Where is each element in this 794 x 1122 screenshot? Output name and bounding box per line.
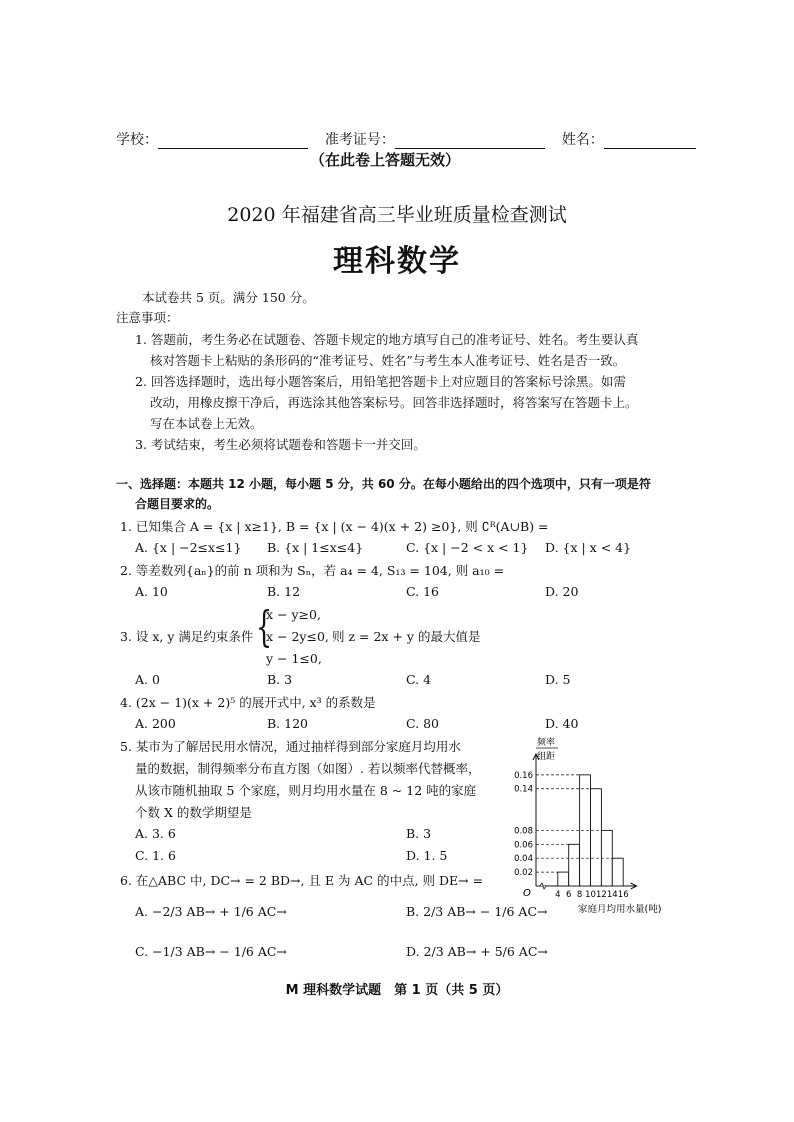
q1-option-c[interactable]: C. {x | −2 < x < 1} bbox=[406, 540, 529, 555]
q5-option-c[interactable]: C. 1. 6 bbox=[135, 848, 176, 863]
q3-constraint-1: x − y≥0, bbox=[266, 607, 321, 622]
q4-option-b[interactable]: B. 120 bbox=[267, 716, 308, 731]
q6-option-b[interactable]: B. 2/3 AB→ − 1/6 AC→ bbox=[406, 904, 548, 919]
q5-line-1: 5. 某市为了解居民用水情况，通过抽样得到部分家庭月均用水 bbox=[120, 739, 461, 754]
q5-line-4: 个数 X 的数学期望是 bbox=[135, 805, 252, 820]
school-label: 学校： bbox=[116, 132, 158, 148]
x-tick-label: 8 bbox=[576, 890, 583, 900]
header-line bbox=[116, 129, 696, 149]
histogram-bar bbox=[612, 858, 623, 886]
q6-stem: 6. 在△ABC 中, DC→ = 2 BD→, 且 E 为 AC 的中点, 则 DE→ = bbox=[120, 873, 484, 888]
y-tick-label: 0.14 bbox=[514, 784, 533, 795]
histogram-bar bbox=[569, 844, 580, 886]
section-heading: 一、选择题：本题共 12 小题，每小题 5 分，共 60 分。在每小题给出的四个选项中，只有一项是符 bbox=[116, 477, 651, 491]
origin-label: O bbox=[523, 888, 531, 899]
histogram-bar bbox=[558, 872, 569, 886]
notice-2c: 写在本试卷上无效。 bbox=[150, 416, 263, 431]
x-tick-label: 6 bbox=[565, 890, 572, 900]
q2-option-b[interactable]: B. 12 bbox=[267, 584, 301, 599]
q4-option-d[interactable]: D. 40 bbox=[545, 716, 579, 731]
school-field[interactable] bbox=[158, 134, 308, 149]
notice-2a: 2. 回答选择题时，选出每小题答案后，用铅笔把答题卡上对应题目的答案标号涂黑。如需 bbox=[135, 374, 626, 389]
q3-stem-pre: 3. 设 x, y 满足约束条件 bbox=[120, 629, 254, 644]
exam-id-field[interactable] bbox=[395, 134, 545, 149]
q1-option-b[interactable]: B. {x | 1≤x≤4} bbox=[267, 540, 364, 555]
x-tick-label: 16 bbox=[617, 890, 629, 900]
q2-option-d[interactable]: D. 20 bbox=[545, 584, 579, 599]
notice-1a: 1. 答题前，考生务必在试题卷、答题卡规定的地方填写自己的准考证号、姓名。考生要认真 bbox=[135, 332, 639, 347]
q2-stem: 2. 等差数列{aₙ}的前 n 项和为 Sₙ，若 a₄ = 4, S₁₃ = 104, 则 a₁₀ = bbox=[120, 563, 505, 578]
q3-stem-post: 则 z = 2x + y 的最大值是 bbox=[332, 629, 481, 644]
q2-option-a[interactable]: A. 10 bbox=[135, 584, 168, 599]
notice-label: 注意事项： bbox=[116, 310, 179, 325]
y-tick-label: 0.06 bbox=[514, 840, 533, 851]
axis-break bbox=[540, 883, 546, 889]
q1-stem: 1. 已知集合 A = {x | x≥1}, B = {x | (x − 4)(x + 2) ≥0}, 则 ∁ᴿ(A∪B) = bbox=[120, 519, 549, 534]
q6-option-c[interactable]: C. −1/3 AB→ − 1/6 AC→ bbox=[135, 944, 287, 959]
q5-option-b[interactable]: B. 3 bbox=[406, 826, 432, 841]
q2-option-c[interactable]: C. 16 bbox=[406, 584, 439, 599]
q3-constraint-3: y − 1≤0, bbox=[266, 651, 322, 666]
frequency-histogram bbox=[500, 734, 690, 920]
x-tick-label: 14 bbox=[606, 890, 618, 900]
page-footer: M 理科数学试题 第 1 页（共 5 页） bbox=[285, 983, 509, 998]
x-tick-label: 10 bbox=[585, 890, 596, 900]
q5-option-a[interactable]: A. 3. 6 bbox=[135, 826, 176, 841]
q5-line-2: 量的数据，制得频率分布直方图（如图）. 若以频率代替概率， bbox=[135, 761, 481, 776]
q5-option-d[interactable]: D. 1. 5 bbox=[406, 848, 448, 863]
subject-title: 理科数学 bbox=[333, 244, 461, 279]
x-axis-label: 家庭月均用水量(吨) bbox=[578, 904, 662, 915]
y-label-top: 频率 bbox=[537, 738, 556, 748]
q4-option-c[interactable]: C. 80 bbox=[406, 716, 439, 731]
q5-line-3: 从该市随机抽取 5 个家庭，则月均用水量在 8 ~ 12 吨的家庭 bbox=[135, 783, 477, 798]
notice-3: 3. 考试结束，考生必须将试题卷和答题卡一并交回。 bbox=[135, 437, 426, 452]
x-tick-label: 4 bbox=[555, 890, 561, 900]
q4-stem: 4. (2x − 1)(x + 2)⁵ 的展开式中, x³ 的系数是 bbox=[120, 695, 376, 710]
histogram-bar bbox=[591, 789, 602, 886]
invalid-note: （在此卷上答题无效） bbox=[310, 151, 461, 169]
x-tick-label: 12 bbox=[595, 890, 607, 900]
y-label-bottom: 组距 bbox=[537, 752, 556, 762]
q3-option-a[interactable]: A. 0 bbox=[135, 672, 160, 687]
name-label: 姓名： bbox=[561, 132, 604, 148]
y-tick-label: 0.16 bbox=[514, 770, 533, 781]
q3-option-d[interactable]: D. 5 bbox=[545, 672, 571, 687]
exam-id-label: 准考证号： bbox=[324, 132, 395, 148]
q4-option-a[interactable]: A. 200 bbox=[135, 716, 176, 731]
y-tick-label: 0.08 bbox=[514, 826, 533, 837]
section-heading-cont: 合题目要求的。 bbox=[135, 497, 220, 511]
notice-2b: 改动，用橡皮擦干净后，再选涂其他答案标号。回答非选择题时，将答案写在答题卡上。 bbox=[150, 395, 638, 410]
q3-option-b[interactable]: B. 3 bbox=[267, 672, 293, 687]
q6-option-d[interactable]: D. 2/3 AB→ + 5/6 AC→ bbox=[406, 944, 548, 959]
q1-option-a[interactable]: A. {x | −2≤x≤1} bbox=[135, 540, 242, 555]
y-tick-label: 0.02 bbox=[514, 868, 533, 879]
q1-option-d[interactable]: D. {x | x < 4} bbox=[545, 540, 632, 555]
intro-pages: 本试卷共 5 页。满分 150 分。 bbox=[142, 290, 315, 305]
name-field[interactable] bbox=[604, 134, 696, 149]
q3-constraint-2: x − 2y≤0, bbox=[266, 629, 329, 644]
q3-option-c[interactable]: C. 4 bbox=[406, 672, 432, 687]
y-tick-label: 0.04 bbox=[514, 854, 533, 865]
q6-option-a[interactable]: A. −2/3 AB→ + 1/6 AC→ bbox=[135, 904, 287, 919]
exam-title: 2020 年福建省高三毕业班质量检查测试 bbox=[227, 204, 567, 226]
notice-1b: 核对答题卡上粘贴的条形码的“准考证号、姓名”与考生本人准考证号、姓名是否一致。 bbox=[150, 353, 626, 368]
q3-brace: { bbox=[256, 602, 273, 651]
